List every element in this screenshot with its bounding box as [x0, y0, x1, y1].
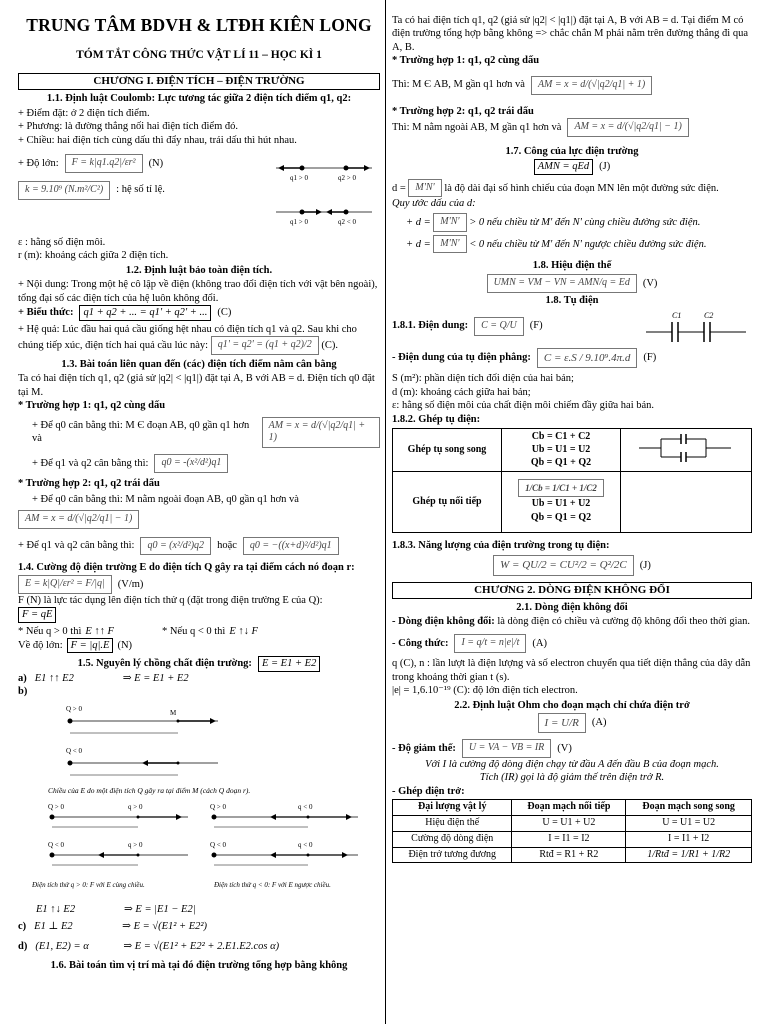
section-1-5-title: 1.5. Nguyên lý chồng chất điện trường: — [77, 658, 252, 670]
section-1-2-title: 1.2. Định luật bảo toàn điện tích. — [125, 264, 273, 276]
table-header-row — [393, 800, 752, 816]
series-label: Ghép tụ nối tiếp — [393, 471, 502, 532]
table-row — [393, 815, 752, 831]
s21-e-desc: |e| = 1,6.10⁻¹⁹ (C): độ lớn điện tích electron. — [392, 685, 578, 697]
table-row — [393, 471, 752, 532]
flat-capacitor-formula: C = ε.S / 9.10⁹.4π.d — [537, 348, 638, 368]
s14-unit: (V/m) — [117, 578, 144, 590]
series-q: Qb = Q1 = Q2 — [530, 512, 592, 524]
table-cell: U = U1 = U2 — [626, 815, 752, 831]
s21-unit: (A) — [532, 638, 547, 650]
table-cell: Rtđ = R1 + R2 — [512, 847, 626, 863]
s22-res-label: - Ghép điện trở: — [392, 785, 465, 797]
fig3-q-neg-b: Q < 0 — [210, 840, 227, 849]
s15-b-label: b) — [18, 686, 28, 698]
s21-def: là dòng điện có chiều và cường độ không đổi theo thời gian. — [497, 616, 751, 628]
s183-title: 1.8.3. Năng lượng của điện trường trong tụ điện: — [392, 539, 610, 551]
series-capacitor-symbol — [642, 308, 752, 344]
s22-drop-unit: (V) — [557, 742, 572, 754]
s12-cons-tag: (C). — [321, 339, 338, 351]
s14-pos: * Nếu q > 0 thì — [18, 625, 82, 637]
s15-d-label: d) — [18, 940, 28, 952]
fig3-q-pos-a: Q > 0 — [48, 802, 65, 811]
fig3-caption-right: Điện tích thử q < 0: F với E ngược chiều. — [214, 880, 331, 889]
fig2-q-neg: Q < 0 — [66, 746, 83, 755]
s14-mag-unit: (N) — [117, 639, 133, 651]
section-1-8-capacitor-title: 1.8. Tụ điện — [545, 294, 599, 306]
s17-rule: Quy ước dấu của d: — [392, 198, 476, 210]
s12-content: + Nội dung: Trong một hệ cô lập về điện (không trao đổi điện tích với vật bên ngoài), tổng đại số các điện tích của hệ luôn không đổi. — [18, 279, 378, 304]
s12-expr-label: + Biểu thức: — [18, 307, 74, 319]
capacitor-combination-table — [392, 428, 752, 533]
s15-c-condition: E1 ⊥ E2 — [34, 921, 73, 933]
parallel-q: Qb = Q1 + Q2 — [530, 457, 592, 469]
s22-drop-label: - Độ giảm thế: — [392, 742, 456, 754]
voltage-formula: UMN = VM − VN = AMN/q = Ed — [487, 274, 637, 293]
page-title: TRUNG TÂM BDVH & LTĐH KIÊN LONG — [26, 15, 372, 35]
s13-c1-condition: + Để q0 cân bằng thì: M Є đoạn AB, q0 gần q1 hơn và — [32, 419, 250, 445]
fig3-q-pos-b: Q > 0 — [210, 802, 227, 811]
fig1-q1-pos: q1 > 0 — [290, 173, 308, 182]
s11-point: + Điểm đặt: ở 2 điện tích điểm. — [18, 107, 150, 119]
s11-sense: + Chiều: hai điện tích cùng dấu thì đẩy nhau, trái dấu thì hút nhau. — [18, 134, 297, 146]
left-column — [18, 0, 380, 1024]
k-constant-formula: k = 9.10⁹ (N.m²/C²) — [18, 181, 110, 200]
s14-mag-label: Về độ lớn: — [18, 639, 63, 651]
s181-d: d (m): khoảng cách giữa hai bản; — [392, 386, 531, 398]
coulomb-formula: F = k|q1.q2|/εr² — [65, 154, 143, 173]
table-cell: Hiệu điện thế — [393, 815, 512, 831]
fig1-q2-pos: q2 > 0 — [338, 173, 356, 182]
table-cell: U = U1 + U2 — [512, 815, 626, 831]
s13-c2-am-formula: AM = x = d/(√|q2/q1| − 1) — [18, 510, 139, 529]
table-header: Đoạn mạch nối tiếp — [512, 800, 626, 816]
energy-formula: W = QU/2 = CU²/2 = Q²/2C — [493, 555, 634, 575]
fig3-caption-left: Điện tích thử q > 0: F với E cùng chiều. — [32, 880, 145, 889]
field-strength-formula: E = k|Q|/εr² = F/|q| — [18, 575, 112, 594]
s17-d-box: M'N' — [408, 179, 441, 198]
s181-title: 1.8.1. Điện dung: — [392, 320, 469, 332]
table-cell: Cường độ dòng điện — [393, 831, 512, 847]
s11-mag-unit: (N) — [148, 157, 164, 169]
s17-r2-box: M'N' — [433, 235, 466, 254]
section-1-7-title: 1.7. Công của lực điện trường — [505, 145, 639, 157]
s15-d-result: ⇒ E = √(E1² + E2² + 2.E1.E2.cos α) — [123, 940, 280, 952]
section-1-3-title: 1.3. Bài toán liên quan đến (các) điện tích điểm nằm cân bằng — [61, 358, 337, 370]
coulomb-force-diagram — [268, 150, 380, 236]
s17-r1-pre: + d = — [406, 216, 431, 228]
s13-c2-condition: + Để q0 cân bằng thì: M nằm ngoài đoạn AB, q0 gần q1 hơn và — [32, 494, 299, 506]
s13-c2-q0-formula-2: q0 = −((x+d)²/d²)q1 — [243, 537, 339, 556]
s22-note-1: Với I là cường độ dòng điện chạy từ đầu A đến đầu B của đoạn mạch. — [425, 758, 719, 770]
fig1-q2-neg: q2 < 0 — [338, 217, 356, 226]
s181-flat-unit: (F) — [643, 352, 657, 364]
fig3-q-neg-a: Q < 0 — [48, 840, 65, 849]
section-2-2-title: 2.2. Định luật Ohm cho đoạn mạch chỉ chứa điện trở — [454, 699, 690, 711]
s13-c2-or: hoặc — [217, 540, 237, 552]
fig2-m: M — [170, 708, 177, 717]
ohm-formula: I = U/R — [538, 713, 586, 733]
table-header: Đoạn mạch song song — [626, 800, 752, 816]
s13-case-2: * Trường hợp 2: q1, q2 trái dấu — [18, 477, 160, 489]
resistor-combination-table — [392, 799, 752, 863]
table-cell: 1/Rtđ = 1/R1 + 1/R2 — [626, 847, 752, 863]
capacitance-formula: C = Q/U — [474, 317, 524, 336]
s13-c1-am-formula: AM = x = d/(√|q2/q1| + 1) — [262, 417, 380, 449]
s17-r1-box: M'N' — [433, 213, 466, 232]
s16-c2-formula: AM = x = d/(√|q2/q1| − 1) — [567, 118, 688, 137]
current-formula: I = q/t = n|e|/t — [454, 634, 526, 653]
fig3-qt-neg-a: q < 0 — [298, 802, 313, 811]
section-1-6-title: 1.6. Bài toán tìm vị trí mà tại đó điện trường tổng hợp bằng không — [50, 960, 348, 972]
s17-r1-text: > 0 nếu chiều từ M' đến N' cùng chiều đường sức điện. — [469, 216, 701, 228]
s181-s: S (m²): phần diện tích đối diện của hai bản; — [392, 373, 574, 385]
s15-c-label: c) — [18, 921, 27, 933]
page-subtitle: TÓM TẮT CÔNG THỨC VẬT LÍ 11 – HỌC KÌ 1 — [76, 49, 322, 62]
fig3-qt-pos-b: q > 0 — [128, 840, 143, 849]
s181-e: ε: hằng số điện môi của chất điện môi chiếm đầy giữa hai bản. — [392, 400, 655, 412]
s14-neg-formula: E ↑↓ F — [229, 625, 258, 637]
section-1-1-title: 1.1. Định luật Coulomb: Lực tương tác giữa 2 điện tích điểm q1, q2: — [46, 93, 352, 105]
s182-title: 1.8.2. Ghép tụ điện: — [392, 413, 481, 425]
fig2-caption-1: Chiều của E do một điện tích Q gây ra tại điểm M (cách Q đoạn r). — [48, 785, 251, 795]
s17-d-pre: d = — [392, 182, 406, 194]
fig1-q1-pos-2: q1 > 0 — [290, 217, 308, 226]
s16-case-1: * Trường hợp 1: q1, q2 cùng dấu — [392, 55, 540, 67]
section-1-4-title: 1.4. Cường độ điện trường E do điện tích Q gây ra tại điểm cách nó đoạn r: — [18, 562, 355, 574]
s21-def-label: - Dòng điện không đổi: — [392, 616, 495, 628]
s12-expr-tag: (C) — [217, 307, 232, 319]
table-row — [393, 428, 752, 471]
s15-c-result: ⇒ E = √(E1² + E2²) — [122, 921, 208, 933]
s17-r2-pre: + d = — [406, 238, 431, 250]
s12-consequence: + Hệ quả: Lúc đầu hai quả cầu giống hệt nhau có điện tích q1 và q2. Sau khi cho chúng tiếp xúc, điện tích hai quả cầu lúc này: — [18, 323, 357, 351]
s22-unit: (A) — [591, 717, 607, 729]
conservation-formula: q1 + q2 + ... = q1' + q2' + ... — [79, 305, 211, 320]
s11-mag-label: + Độ lớn: — [18, 157, 59, 169]
fig3-qt-neg-b: q < 0 — [298, 840, 313, 849]
parallel-label: Ghép tụ song song — [393, 428, 502, 471]
s21-q-desc: q (C), n : lần lượt là điện lượng và số electron chuyển qua tiết diện thẳng của dây dẫn trong khoảng thời gian t (s). — [392, 658, 751, 683]
chapter-1-heading: CHƯƠNG I. ĐIỆN TÍCH – ĐIỆN TRƯỜNG — [18, 73, 380, 90]
series-u: Ub = U1 + U2 — [531, 498, 591, 510]
superposition-formula: E = E1 + E2 — [258, 656, 320, 671]
s181-flat-label: - Điện dung của tụ điện phẳng: — [392, 352, 531, 364]
parallel-capacitor-diagram — [631, 433, 741, 463]
contact-charge-formula: q1' = q2' = (q1 + q2)/2 — [211, 336, 319, 355]
s15-a-result: ⇒ E = E1 + E2 — [122, 672, 189, 684]
s11-epsilon: ε : hằng số điện môi. — [18, 236, 106, 248]
parallel-c: Cb = C1 + C2 — [531, 431, 591, 443]
s15-a-label: a) — [18, 672, 27, 684]
s14-pos-formula: E ↑↑ F — [85, 625, 114, 637]
series-c: 1/Cb = 1/C1 + 1/C2 — [518, 479, 604, 498]
force-field-formula: F = qE — [18, 607, 56, 622]
section-1-8-title: 1.8. Hiệu điện thế — [532, 260, 612, 272]
s17-unit: (J) — [599, 161, 611, 173]
s16-c1-formula: AM = x = d/(√|q2/q1| + 1) — [531, 76, 652, 95]
s15-d-condition: (E1, E2) = α — [35, 940, 89, 952]
k-desc: : hệ số tỉ lệ. — [116, 184, 165, 196]
s13-c1-q0-formula: q0 = -(x²/d²)q1 — [154, 454, 228, 473]
s15-b-result: ⇒ E = |E1 − E2| — [124, 903, 196, 915]
s13-case-1: * Trường hợp 1: q1, q2 cùng dấu — [18, 400, 166, 412]
s15-b-condition: E1 ↑↓ E2 — [36, 903, 76, 915]
work-formula: AMN = qEd — [534, 159, 593, 174]
s183-unit: (J) — [639, 559, 651, 571]
s13-intro: Ta có hai điện tích q1, q2 (giả sử |q2| < |q1|) đặt tại A, B với AB = d. Điện tích q0 đặt tại M. — [18, 373, 375, 398]
s22-note-2: Tích (IR) gọi là độ giảm thế trên điện trở R. — [479, 772, 665, 784]
s17-d-desc: là độ dài đại số hình chiếu của đoạn MN lên một đường sức điện. — [444, 182, 719, 194]
s21-formula-label: - Công thức: — [392, 638, 449, 650]
parallel-u: Ub = U1 = U2 — [531, 444, 591, 456]
s13-c1-balance: + Để q1 và q2 cân bằng thì: — [32, 457, 149, 469]
table-row — [393, 831, 752, 847]
table-cell: I = I1 = I2 — [512, 831, 626, 847]
s15-a-condition: E1 ↑↑ E2 — [34, 672, 74, 684]
s16-intro: Ta có hai điện tích q1, q2 (giả sử |q2| < |q1|) đặt tại A, B với AB = d. Tại điểm M có điện trường tổng hợp bằng không => chắc chắn M phải nằm trên đường thẳng đi qua A, B. — [392, 15, 748, 53]
column-divider — [385, 0, 386, 1024]
field-direction-diagrams — [18, 699, 378, 901]
chapter-2-heading: CHƯƠNG 2. DÒNG ĐIỆN KHÔNG ĐỔI — [392, 582, 752, 599]
s16-case-2: * Trường hợp 2: q1, q2 trái dấu — [392, 105, 534, 117]
right-column — [392, 0, 752, 1024]
s13-c2-balance: + Để q1 và q2 cân bằng thì: — [18, 540, 135, 552]
s18-unit: (V) — [642, 277, 658, 289]
s14-desc: F (N) là lực tác dụng lên điện tích thử q (đặt trong điện trường E của Q): — [18, 594, 323, 606]
s11-distance: r (m): khoảng cách giữa 2 điện tích. — [18, 250, 169, 262]
fig2-q-pos: Q > 0 — [66, 704, 83, 713]
cap-c1-label: C1 — [672, 311, 682, 321]
table-cell: Điện trở tương đương — [393, 847, 512, 863]
fig3-qt-pos-a: q > 0 — [128, 802, 143, 811]
s14-neg: * Nếu q < 0 thì — [161, 625, 226, 637]
table-row — [393, 847, 752, 863]
s11-direction: + Phương: là đường thẳng nối hai điện tích điểm đó. — [18, 121, 239, 133]
force-magnitude-formula: F = |q|.E — [67, 638, 114, 653]
table-header: Đại lượng vật lý — [393, 800, 512, 816]
table-cell: I = I1 + I2 — [626, 831, 752, 847]
s13-c2-q0-formula-1: q0 = (x²/d²)q2 — [140, 537, 211, 556]
s16-c2-text: Thì: M nằm ngoài AB, M gần q1 hơn và — [392, 121, 562, 133]
cap-c2-label: C2 — [704, 311, 714, 321]
section-2-1-title: 2.1. Dòng điện không đổi — [516, 601, 628, 613]
s181-unit: (F) — [529, 320, 543, 332]
voltage-drop-formula: U = VA − VB = IR — [462, 739, 551, 758]
s16-c1-text: Thì: M Є AB, M gần q1 hơn và — [392, 79, 525, 91]
s17-r2-text: < 0 nếu chiều từ M' đến N' ngược chiều đường sức điện. — [469, 238, 707, 250]
